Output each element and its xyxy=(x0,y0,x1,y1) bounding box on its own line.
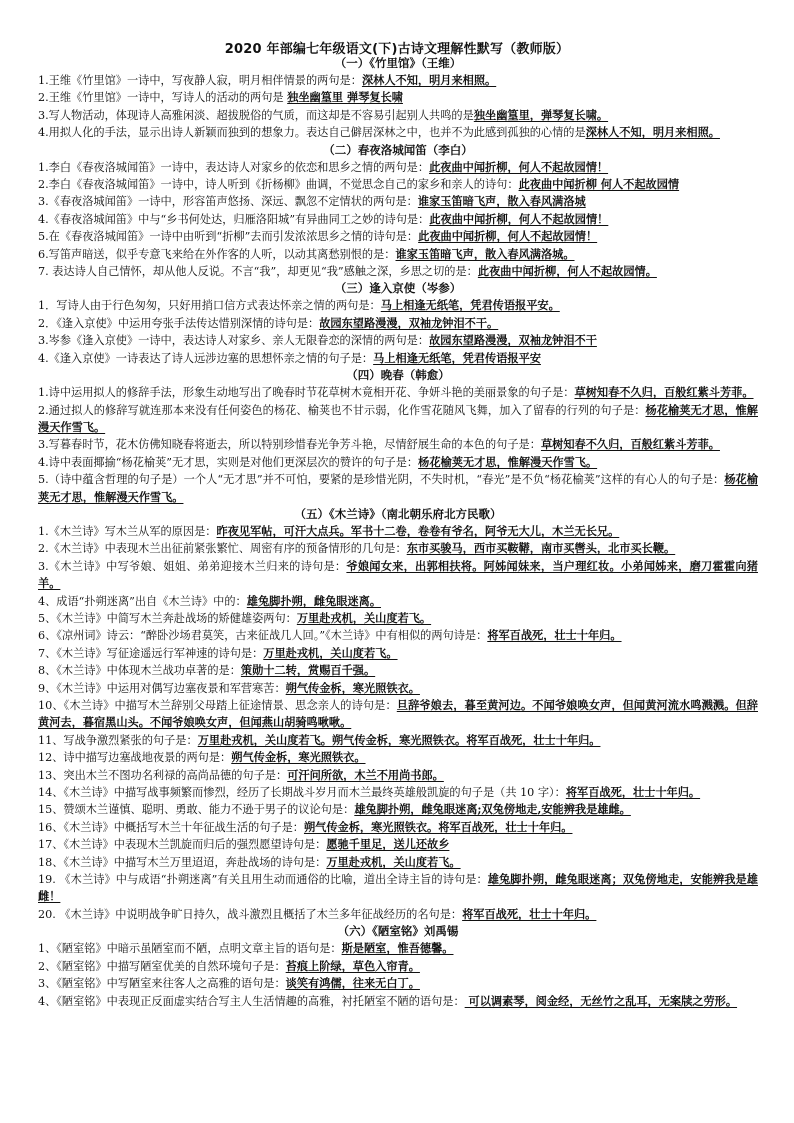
question-item xyxy=(38,402,758,437)
question-text: 1.王维《竹里馆》一诗中，写夜静人寂，明月相伴情景的两句是： xyxy=(38,74,362,87)
section-3 xyxy=(38,280,758,367)
question-item xyxy=(38,906,758,923)
question-item xyxy=(38,819,758,836)
answer-text: 此夜曲中闻折柳 何人不起故园情 xyxy=(518,177,680,192)
answer-text: 可以调素琴，阅金经，无丝竹之乱耳，无案牍之劳形。 xyxy=(464,993,738,1008)
answer-text: 草树知春不久归，百般红紫斗芳菲。 xyxy=(574,385,754,400)
question-item xyxy=(38,523,758,540)
question-item xyxy=(38,471,758,506)
question-item xyxy=(38,610,758,627)
question-text: 3.岑参《逢入京使》一诗中，表达诗人对家乡、亲人无限眷恋的深情的两句是： xyxy=(38,334,430,348)
question-item xyxy=(38,124,758,141)
question-item xyxy=(38,315,758,332)
question-text: 11、写战争激烈紧张的句子是： xyxy=(38,733,198,747)
question-text: 4、《陋室铭》中表现正反面虚实结合写主人生活情趣的高雅，衬托陋室不陋的语句是： xyxy=(38,994,465,1008)
section-6 xyxy=(38,923,758,1010)
question-item xyxy=(38,854,758,871)
answer-text: 万里赴戎机，关山度若飞。朔气传金柝，寒光照铁衣。将军百战死，壮士十年归。 xyxy=(197,732,601,747)
question-text: 8、《木兰诗》中体现木兰战功卓著的是： xyxy=(38,664,241,678)
question-text: 5.在《春夜洛城闻笛》一诗中由听到“折柳”去而引发浓浓思乡之情的诗句是： xyxy=(38,230,419,244)
question-text: 3、《陋室铭》中写陋室来往客人之高雅的语句是： xyxy=(38,977,286,991)
question-text: 16、《木兰诗》中概括写木兰十年征战生活的句子是： xyxy=(38,820,304,834)
question-text: 3.写人物活动，体现诗人高雅闲淡、超拔脱俗的气质，而这却是不容易引起别人共鸣的是 xyxy=(38,108,474,122)
question-text: 15、赞颂木兰谨慎、聪明、勇敢、能力不逊于男子的议论句是： xyxy=(38,803,355,817)
question-text: 18、《木兰诗》中描写木兰万里迢迢，奔赴战场的诗句是： xyxy=(38,855,327,869)
question-text: 2.王维《竹里馆》一诗中，写诗人的活动的两句是 xyxy=(38,91,288,105)
question-item xyxy=(38,540,758,557)
section-5 xyxy=(38,506,758,923)
question-text: 1.《木兰诗》写木兰从军的原因是： xyxy=(38,524,217,538)
question-text: 2.《木兰诗》中表现木兰出征前紧张繁忙、周密有序的预备情形的几句是： xyxy=(38,542,407,556)
question-item xyxy=(38,697,758,732)
answer-text: 愿驰千里足，送儿还故乡 xyxy=(326,837,450,852)
question-text: 3.《木兰诗》中写爷娘、姐姐、弟弟迎接木兰归来的诗句是： xyxy=(38,559,347,573)
answer-text: 深林人不知，明月来相照。 xyxy=(585,125,720,140)
answer-text: 此夜曲中闻折柳，何人不起故园情！ xyxy=(429,159,609,174)
question-item xyxy=(38,454,758,471)
question-item xyxy=(38,680,758,697)
question-item xyxy=(38,958,758,975)
question-item xyxy=(38,749,758,766)
question-text: 1、《陋室铭》中暗示虽陋室而不陋，点明文章主旨的语句是： xyxy=(38,942,342,956)
question-item xyxy=(38,436,758,453)
section-heading: （一）《竹里馆》（王维） xyxy=(334,56,462,70)
section-2 xyxy=(38,142,758,281)
question-item xyxy=(38,211,758,228)
answer-text: 此夜曲中闻折柳，何人不起故园情。 xyxy=(477,264,657,279)
question-item xyxy=(38,384,758,401)
question-text: 3.写暮春时节，花木仿佛知晓春将逝去，所以特别珍惜春光争芳斗艳，尽情舒展生命的本色的句子是： xyxy=(38,438,541,452)
question-text: 4.《春夜洛城闻笛》中与“乡书何处达，归雁洛阳城”有异曲同工之妙的诗句是： xyxy=(38,212,430,226)
answer-text: 深林人不知，明月来相照。 xyxy=(361,73,497,87)
question-text: 19. 《木兰诗》中与成语“扑朔迷离”有关且用生动而通俗的比喻，道出全诗主旨的诗句是： xyxy=(38,873,488,887)
answer-text: 万里赴戎机，关山度若飞。 xyxy=(263,645,398,660)
answer-text: 苔痕上阶绿，草色入帘青。 xyxy=(285,958,420,973)
document-body xyxy=(38,55,758,1010)
question-text: 1．写诗人由于行色匆匆，只好用捎口信方式表达怀亲之情的两句是： xyxy=(38,299,381,313)
question-text: 2.李白《春夜洛城闻笛》一诗中，诗人听到《折杨柳》曲调，不觉思念自己的家乡和亲人的诗句： xyxy=(38,178,519,192)
question-item xyxy=(38,297,758,314)
answer-text: 故园东望路漫漫，双袖龙钟泪不干 xyxy=(429,333,597,348)
section-heading: （四）晚春（韩愈） xyxy=(346,368,450,383)
answer-text: 策勋十二转，赏赐百千强。 xyxy=(240,663,376,678)
section-1 xyxy=(38,55,758,142)
question-text: 10、《木兰诗》中描写木兰辞别父母踏上征途情景、思念亲人的诗句是： xyxy=(38,699,397,712)
question-text: 6.写笛声暗送，似乎专意飞来给在外作客的人听，以动其离愁别恨的是： xyxy=(38,247,396,261)
answer-text: 昨夜见军帖，可汗大点兵。军书十二卷，卷卷有爷名，阿爷无大儿，木兰无长兄。 xyxy=(216,523,620,538)
answer-text: 雄兔脚扑朔，雌兔眼迷离；双兔傍地走，安能辨我是雄雌！ xyxy=(38,872,758,904)
answer-text: 谁家玉笛暗飞声，散入春风满洛城。 xyxy=(395,246,575,261)
answer-text: 杨花榆荚无才思，惟解漫天作雪飞。 xyxy=(38,472,758,504)
question-item xyxy=(38,593,758,610)
question-text: 4.诗中表面揶揄“杨花榆荚”无才思，实则是对他们更深层次的赞许的句子是： xyxy=(38,455,419,469)
answer-text: 马上相逢无纸笔，凭君传语报平安。 xyxy=(380,298,560,313)
answer-text: 将军百战死，壮士十年归。 xyxy=(487,628,622,643)
section-heading: （三）逢入京使（岑参） xyxy=(334,281,462,296)
answer-text: 东市买骏马，西市买鞍鞯，南市买辔头，北市买长鞭。 xyxy=(406,541,676,556)
question-text: 6、《凉州词》诗云：“醉卧沙场君莫笑，古来征战几人回。”《木兰诗》中有相似的两句诗是： xyxy=(38,629,488,643)
question-item xyxy=(38,558,758,593)
question-item xyxy=(38,784,758,801)
question-item xyxy=(38,975,758,992)
answer-text: 故园东望路漫漫，双袖龙钟泪不干。 xyxy=(319,315,499,330)
answer-text: 此夜曲中闻折柳，何人不起故园情！ xyxy=(429,211,609,226)
section-4 xyxy=(38,367,758,506)
question-item xyxy=(38,871,758,906)
answer-text: 杨花榆荚无才思，惟解漫天作雪飞。 xyxy=(38,402,758,434)
question-text: 14、《木兰诗》中描写战事频繁而惨烈，经历了长期战斗岁月而木兰最终英雄般凯旋的句子是（共 10 字）： xyxy=(38,786,566,800)
document-title: 2020 年部编七年级语文(下)古诗文理解性默写（教师版） xyxy=(224,42,570,57)
question-text: 4、成语“扑朔迷离”出自《木兰诗》中的： xyxy=(38,594,247,608)
question-item xyxy=(38,176,758,193)
question-text: 5.（诗中蕴含哲理的句子是）一个人“无才思”并不可怕，要紧的是珍惜光阴，不失时机，“春光”是不负“杨花榆荚”这样的有心人的句子是： xyxy=(38,473,725,487)
question-text: 20. 《木兰诗》中说明战争旷日持久，战斗激烈且概括了木兰多年征战经历的名句是： xyxy=(38,907,463,921)
question-item xyxy=(38,993,758,1010)
question-item xyxy=(38,836,758,853)
answer-text: 朔气传金柝，寒光照铁衣。 xyxy=(285,680,420,695)
question-item xyxy=(38,662,758,679)
question-item xyxy=(38,767,758,784)
answer-text: 雄兔脚扑朔，雌兔眼迷离;双兔傍地走,安能辨我是雄雌。 xyxy=(354,802,631,817)
answer-text: 朔气传金柝，寒光照铁衣。将军百战死，壮士十年归。 xyxy=(303,819,573,834)
question-text: 13、突出木兰不图功名利禄的高尚品德的句子是： xyxy=(38,768,288,782)
answer-text: 谈笑有鸿儒，往来无白丁。 xyxy=(285,976,420,991)
question-text: 1.李白《春夜洛城闻笛》一诗中，表达诗人对家乡的依恋和思乡之情的两句是： xyxy=(38,160,430,174)
answer-text: 独坐幽篁里 弹琴复长啸 xyxy=(287,90,403,105)
section-heading: （五）《木兰诗》（南北朝乐府北方民歌） xyxy=(294,506,502,521)
answer-text: 旦辞爷娘去，暮至黄河边。不闻爷娘唤女声，但闻黄河流水鸣溅溅。但辞黄河去，暮宿黑山头。不闻爷娘唤女声，但闻燕山胡骑鸣啾啾。 xyxy=(38,698,758,730)
question-text: 2．《逢入京使》中运用夸张手法传达惜别深情的诗句是： xyxy=(38,316,320,330)
question-text: 2、《陋室铭》中描写陋室优美的自然环境句子是： xyxy=(38,959,286,973)
answer-text: 马上相逢无纸笔，凭君传语报平安 xyxy=(373,350,541,365)
question-text: 1.诗中运用拟人的修辞手法，形象生动地写出了晚春时节花草树木竟相开花、争妍斗艳的美丽景象的句子是： xyxy=(38,386,575,400)
question-text: 12、诗中描写边塞战地夜景的两句是： xyxy=(38,751,232,765)
question-item xyxy=(38,246,758,263)
question-text: 7. 表达诗人自己情怀，却从他人反说。不言“我”，却更见“我”感触之深，乡思之切的是： xyxy=(38,265,478,279)
question-item xyxy=(38,645,758,662)
answer-text: 万里赴戎机，关山度若飞。 xyxy=(326,854,461,869)
answer-text: 可汗问所欲，木兰不用尚书郎。 xyxy=(287,767,444,782)
question-item xyxy=(38,89,758,106)
answer-text: 万里赴戎机，关山度若飞。 xyxy=(296,610,432,625)
question-text: 5、《木兰诗》中简写木兰奔赴战场的矫健雄姿两句： xyxy=(38,611,297,625)
answer-text: 雄兔脚扑朔，雌兔眼迷离。 xyxy=(246,593,382,608)
section-heading: （二）春夜洛城闻笛（李白） xyxy=(323,142,473,157)
question-item xyxy=(38,801,758,818)
section-heading: （六）《陋室铭》刘禹锡 xyxy=(337,924,459,939)
question-item xyxy=(38,72,758,89)
question-item xyxy=(38,350,758,367)
question-item xyxy=(38,193,758,210)
question-text: 7、《木兰诗》写征途遥远行军神速的诗句是： xyxy=(38,646,264,660)
question-item xyxy=(38,228,758,245)
question-item xyxy=(38,627,758,644)
answer-text: 朔气传金柝，寒光照铁衣。 xyxy=(231,750,366,765)
answer-text: 将军百战死，壮士十年归。 xyxy=(462,906,597,921)
question-text: 4.《逢入京使》一诗表达了诗人远涉边塞的思想怀亲之情的句子是： xyxy=(38,351,374,365)
question-item xyxy=(38,940,758,957)
question-text: 17、《木兰诗》中表现木兰凯旋而归后的强烈愿望诗句是： xyxy=(38,838,327,852)
answer-text: 斯是陋室，惟吾德馨。 xyxy=(341,941,454,956)
question-text: 9、《木兰诗》中运用对偶写边塞夜景和军营寒苦： xyxy=(38,681,286,695)
answer-text: 爷娘闻女来，出郭相扶将。阿姊闻妹来，当户理红妆。小弟闻姊来，磨刀霍霍向猪羊。 xyxy=(38,558,758,591)
question-text: 3.《春夜洛城闻笛》一诗中，形容笛声悠扬、深远、飘忽不定情状的两句是： xyxy=(38,195,418,209)
question-text: 2.通过拟人的修辞写就连那本来没有任何姿色的杨花、榆荚也不甘示弱，化作雪花随风飞舞，加入了留春的行列的句子是： xyxy=(38,403,646,417)
question-item xyxy=(38,107,758,124)
question-text: 4.用拟人化的手法，显示出诗人新颖而独到的想象力。表达自己僻居深林之中，也并不为此感到孤独的心情的是 xyxy=(38,126,586,140)
answer-text: 此夜曲中闻折柳，何人不起故园情！ xyxy=(418,229,598,244)
answer-text: 草树知春不久归，百般红紫斗芳菲。 xyxy=(540,437,720,452)
answer-text: 谁家玉笛暗飞声，散入春风满洛城 xyxy=(417,194,586,209)
answer-text: 杨花榆荚无才思，惟解漫天作雪飞。 xyxy=(418,454,598,469)
answer-text: 独坐幽篁里，弹琴复长啸。 xyxy=(473,107,609,122)
question-item xyxy=(38,732,758,749)
answer-text: 将军百战死，壮士十年归。 xyxy=(565,785,701,800)
question-item xyxy=(38,332,758,349)
question-item xyxy=(38,159,758,176)
question-item xyxy=(38,263,758,280)
